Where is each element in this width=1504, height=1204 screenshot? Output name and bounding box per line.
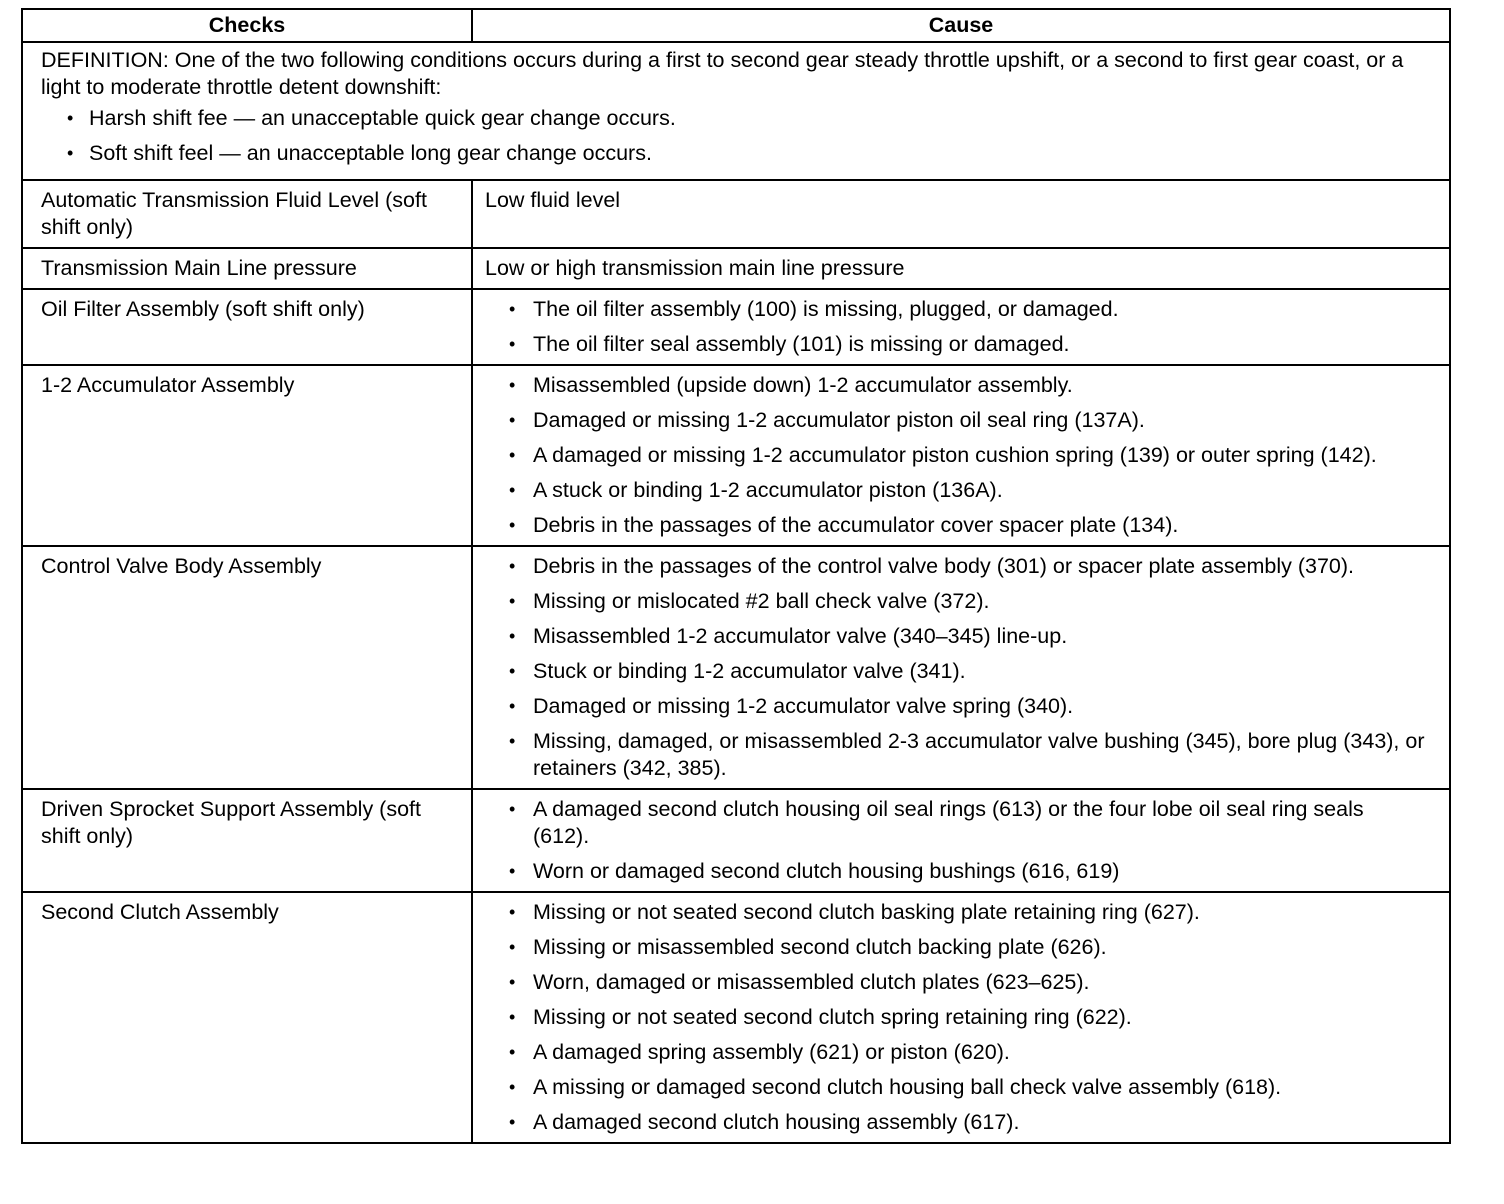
cause-item: • Worn, damaged or misassembled clutch plates (623–625). (505, 969, 1425, 996)
check-cell: Automatic Transmission Fluid Level (soft shift only) (22, 180, 472, 248)
cause-item: • Misassembled 1-2 accumulator valve (340–345) line-up. (505, 623, 1425, 650)
cause-item: • A damaged spring assembly (621) or piston (620). (505, 1039, 1425, 1066)
cause-list (505, 296, 1425, 358)
cause-item: • Missing or misassembled second clutch backing plate (626). (505, 934, 1425, 961)
table-row (22, 546, 1450, 789)
definition-item: • Harsh shift fee — an unacceptable quick gear change occurs. (63, 105, 1425, 132)
check-cell: Second Clutch Assembly (22, 892, 472, 1143)
checks-header: Checks (22, 9, 472, 42)
definition-list (63, 105, 1425, 167)
cause-item: • Missing or mislocated #2 ball check valve (372). (505, 588, 1425, 615)
cause-item: • Missing, damaged, or misassembled 2-3 accumulator valve bushing (345), bore plug (343), or retainers (342, 385). (505, 728, 1425, 782)
cause-item: • Stuck or binding 1-2 accumulator valve (341). (505, 658, 1425, 685)
cause-item: • Damaged or missing 1-2 accumulator valve spring (340). (505, 693, 1425, 720)
cause-list (505, 553, 1425, 782)
cause-item: • Worn or damaged second clutch housing bushings (616, 619) (505, 858, 1425, 885)
cause-cell (472, 892, 1450, 1143)
header-row (22, 9, 1450, 42)
definition-text: DEFINITION: One of the two following conditions occurs during a first to second gear steady throttle upshift, or a second to first gear coast, or a light to moderate throttle detent downshift: (41, 48, 1404, 99)
cause-cell (472, 789, 1450, 892)
cause-item: • The oil filter assembly (100) is missing, plugged, or damaged. (505, 296, 1425, 323)
cause-item: • The oil filter seal assembly (101) is missing or damaged. (505, 331, 1425, 358)
check-cell: 1-2 Accumulator Assembly (22, 365, 472, 546)
table-row (22, 365, 1450, 546)
cause-cell (472, 546, 1450, 789)
cause-list (505, 899, 1425, 1136)
table-row (22, 248, 1450, 289)
cause-item: • Missing or not seated second clutch spring retaining ring (622). (505, 1004, 1425, 1031)
cause-cell (472, 289, 1450, 365)
cause-header: Cause (472, 9, 1450, 42)
cause-cell: Low or high transmission main line pressure (472, 248, 1450, 289)
check-cell: Transmission Main Line pressure (22, 248, 472, 289)
table-row (22, 289, 1450, 365)
check-cell: Driven Sprocket Support Assembly (soft shift only) (22, 789, 472, 892)
cause-item: • A damaged second clutch housing oil seal rings (613) or the four lobe oil seal ring seals (612). (505, 796, 1425, 850)
check-cell: Oil Filter Assembly (soft shift only) (22, 289, 472, 365)
cause-item: • Damaged or missing 1-2 accumulator piston oil seal ring (137A). (505, 407, 1425, 434)
check-cell: Control Valve Body Assembly (22, 546, 472, 789)
definition-cell (22, 42, 1450, 180)
cause-item: • A stuck or binding 1-2 accumulator piston (136A). (505, 477, 1425, 504)
cause-list (505, 372, 1425, 539)
cause-item: • Debris in the passages of the control valve body (301) or spacer plate assembly (370). (505, 553, 1425, 580)
cause-item: • A missing or damaged second clutch housing ball check valve assembly (618). (505, 1074, 1425, 1101)
cause-item: • Missing or not seated second clutch basking plate retaining ring (627). (505, 899, 1425, 926)
table-row (22, 180, 1450, 248)
cause-cell: Low fluid level (472, 180, 1450, 248)
cause-item: • Debris in the passages of the accumulator cover spacer plate (134). (505, 512, 1425, 539)
cause-item: • A damaged second clutch housing assembly (617). (505, 1109, 1425, 1136)
cause-cell (472, 365, 1450, 546)
diagnostic-sheet (21, 8, 1449, 1144)
cause-item: • A damaged or missing 1-2 accumulator piston cushion spring (139) or outer spring (142). (505, 442, 1425, 469)
definition-row (22, 42, 1450, 180)
cause-list (505, 796, 1425, 885)
diagnosis-table (21, 8, 1451, 1144)
cause-item: • Misassembled (upside down) 1-2 accumulator assembly. (505, 372, 1425, 399)
table-row (22, 789, 1450, 892)
table-row (22, 892, 1450, 1143)
definition-item: • Soft shift feel — an unacceptable long gear change occurs. (63, 140, 1425, 167)
